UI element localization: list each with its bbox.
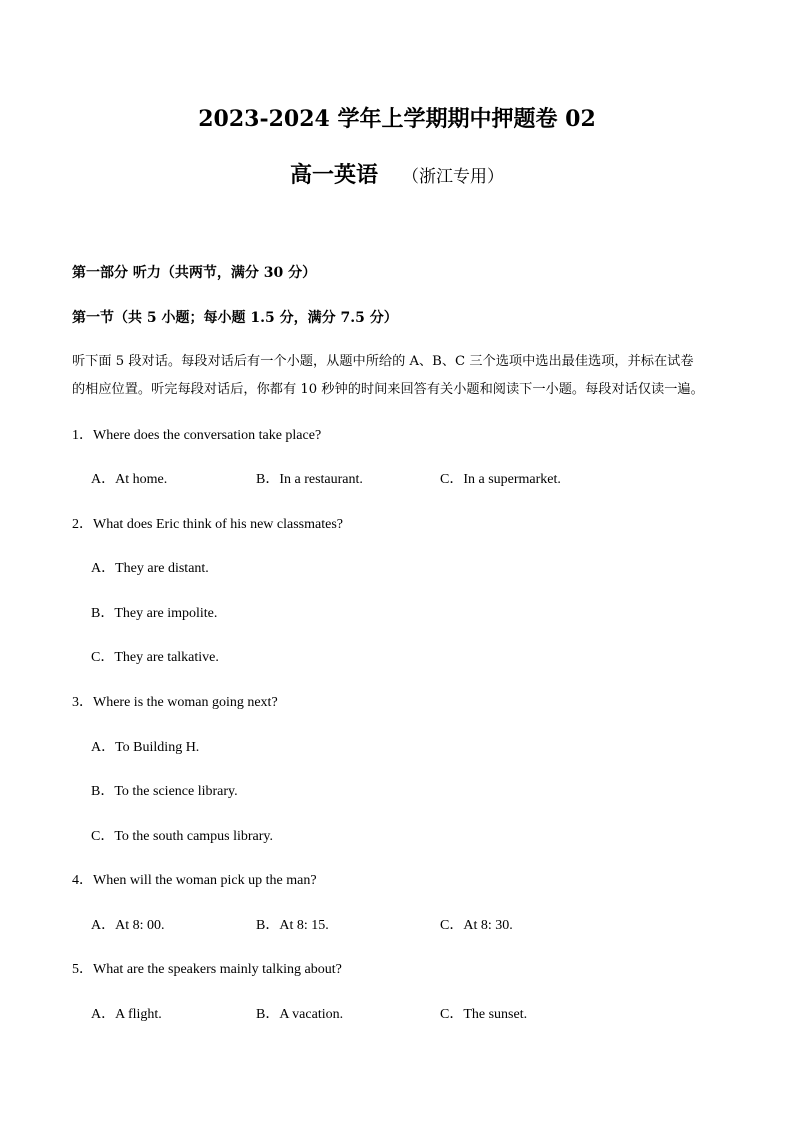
exam-title: 2023-2024 学年上学期期中押题卷 02	[198, 106, 596, 132]
section-heading: 第一节（共 5 小题；每小题 1.5 分，满分 7.5 分）	[72, 310, 398, 326]
question-1-option-c: C．In a supermarket.	[440, 472, 561, 487]
instructions-line-2: 的相应位置。听完每段对话后，你都有 10 秒钟的时间来回答有关小题和阅读下一小题。每段对话仅读一遍。	[72, 382, 704, 397]
exam-subtitle	[0, 160, 794, 192]
region-label: （浙江专用）	[402, 167, 504, 187]
part-heading: 第一部分 听力（共两节，满分 30 分）	[72, 265, 317, 281]
question-4-option-a: A．At 8: 00.	[91, 918, 165, 933]
question-2-option-b: B．They are impolite.	[91, 606, 218, 621]
instructions-line-1: 听下面 5 段对话。每段对话后有一个小题，从题中所给的 A、B、C 三个选项中选出最佳选项，并标在试卷	[72, 354, 694, 369]
question-3-option-c: C．To the south campus library.	[91, 829, 274, 844]
question-2: 2．What does Eric think of his new classmates?	[72, 517, 343, 532]
question-5: 5．What are the speakers mainly talking about?	[72, 962, 342, 977]
question-5-option-b: B．A vacation.	[256, 1007, 344, 1022]
question-4: 4．When will the woman pick up the man?	[72, 873, 317, 888]
question-4-option-c: C．At 8: 30.	[440, 918, 513, 933]
question-4-option-b: B．At 8: 15.	[256, 918, 329, 933]
question-5-option-c: C．The sunset.	[440, 1007, 528, 1022]
question-5-option-a: A．A flight.	[91, 1007, 162, 1022]
question-2-option-c: C．They are talkative.	[91, 650, 219, 665]
question-2-option-a: A．They are distant.	[91, 561, 209, 576]
question-1-option-a: A．At home.	[91, 472, 168, 487]
question-3-option-a: A．To Building H.	[91, 740, 200, 755]
question-3-option-b: B．To the science library.	[91, 784, 238, 799]
subject-label: 高一英语	[289, 162, 378, 188]
question-1: 1．Where does the conversation take place?	[72, 428, 322, 443]
question-3: 3．Where is the woman going next?	[72, 695, 278, 710]
question-1-option-b: B．In a restaurant.	[256, 472, 363, 487]
